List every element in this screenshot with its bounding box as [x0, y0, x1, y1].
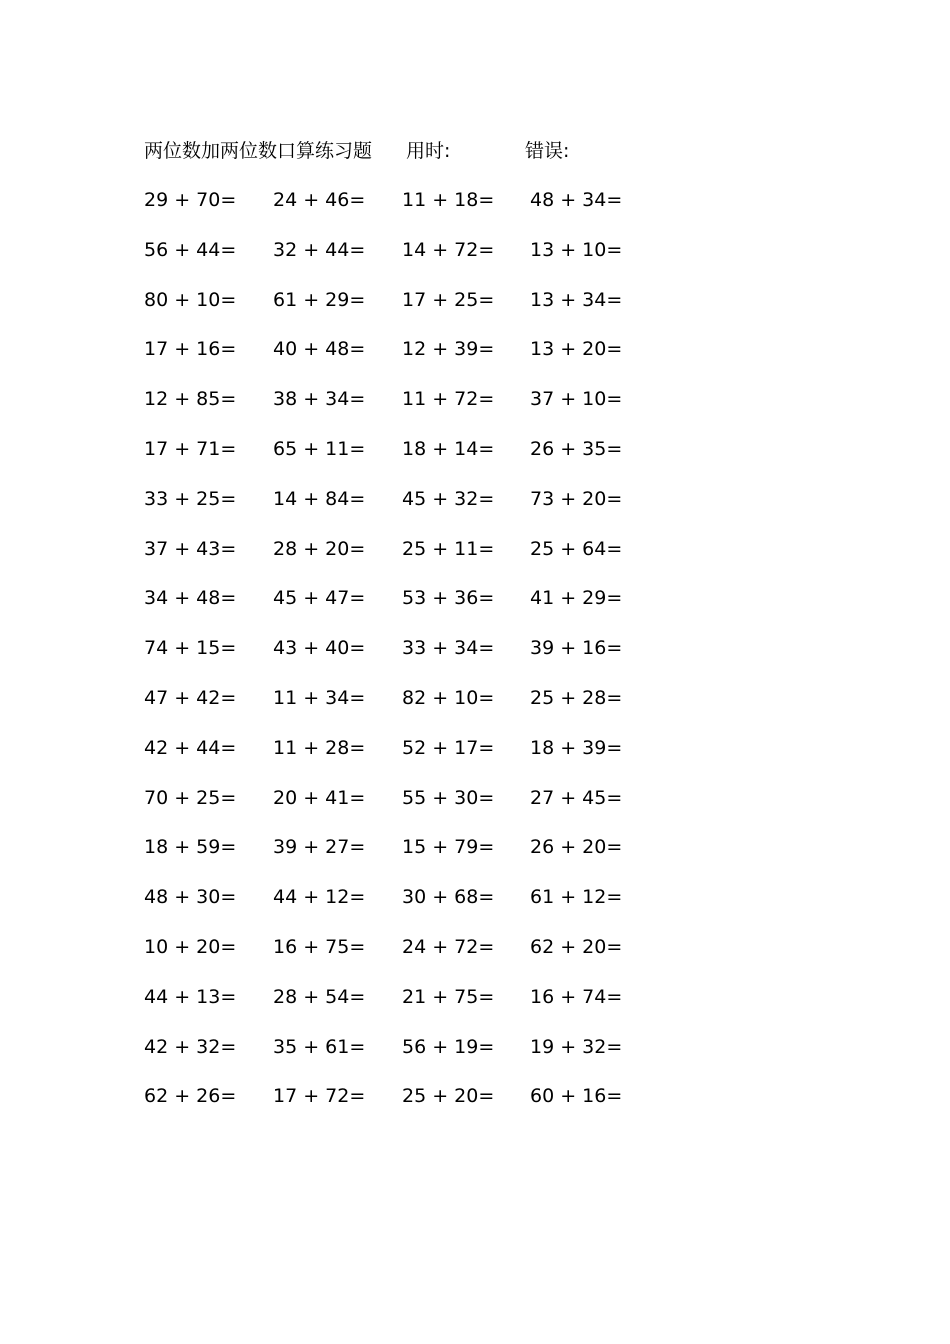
problem-item: 29 + 70= [144, 189, 237, 211]
problem-item: 14 + 84= [273, 487, 366, 510]
problem-item: 82 + 10= [402, 686, 495, 709]
problem-item: 38 + 34= [273, 388, 366, 411]
problem-row [144, 583, 664, 633]
problem-item: 56 + 19= [402, 1035, 495, 1058]
problem-item: 45 + 47= [273, 587, 366, 610]
problem-item: 17 + 72= [273, 1085, 366, 1108]
problem-item: 41 + 29= [530, 587, 623, 610]
problem-item: 42 + 44= [144, 736, 237, 759]
problem-grid [144, 185, 664, 1131]
problem-item: 44 + 12= [273, 886, 366, 909]
problem-row [144, 185, 664, 235]
problem-item: 11 + 18= [402, 189, 495, 211]
problem-item: 62 + 26= [144, 1085, 237, 1108]
problem-row [144, 1032, 664, 1082]
problem-item: 26 + 35= [530, 437, 623, 460]
errors-label: 错误: [525, 140, 570, 162]
problem-item: 32 + 44= [273, 238, 366, 261]
problem-item: 55 + 30= [402, 786, 495, 809]
problem-item: 25 + 64= [530, 537, 623, 560]
problem-item: 70 + 25= [144, 786, 237, 809]
problem-row [144, 633, 664, 683]
problem-item: 14 + 72= [402, 238, 495, 261]
problem-row [144, 1081, 664, 1131]
problem-row [144, 932, 664, 982]
time-used-label: 用时: [406, 140, 451, 162]
problem-item: 25 + 11= [402, 537, 495, 560]
problem-row [144, 434, 664, 484]
problem-row [144, 832, 664, 882]
worksheet-header [144, 137, 704, 165]
problem-item: 25 + 20= [402, 1085, 495, 1108]
problem-item: 37 + 10= [530, 388, 623, 411]
problem-item: 47 + 42= [144, 686, 237, 709]
problem-item: 56 + 44= [144, 238, 237, 261]
problem-item: 43 + 40= [273, 637, 366, 660]
problem-item: 61 + 12= [530, 886, 623, 909]
problem-row [144, 534, 664, 584]
problem-row [144, 484, 664, 534]
problem-item: 53 + 36= [402, 587, 495, 610]
problem-item: 12 + 85= [144, 388, 237, 411]
problem-item: 17 + 25= [402, 288, 495, 311]
problem-item: 61 + 29= [273, 288, 366, 311]
problem-item: 18 + 39= [530, 736, 623, 759]
problem-row [144, 982, 664, 1032]
problem-item: 73 + 20= [530, 487, 623, 510]
problem-item: 27 + 45= [530, 786, 623, 809]
problem-item: 19 + 32= [530, 1035, 623, 1058]
problem-item: 18 + 59= [144, 836, 237, 859]
problem-item: 17 + 71= [144, 437, 237, 460]
problem-item: 39 + 27= [273, 836, 366, 859]
problem-item: 13 + 34= [530, 288, 623, 311]
problem-item: 52 + 17= [402, 736, 495, 759]
problem-item: 74 + 15= [144, 637, 237, 660]
problem-item: 42 + 32= [144, 1035, 237, 1058]
problem-item: 10 + 20= [144, 935, 237, 958]
problem-item: 44 + 13= [144, 985, 237, 1008]
problem-item: 11 + 34= [273, 686, 366, 709]
problem-item: 40 + 48= [273, 338, 366, 361]
problem-item: 34 + 48= [144, 587, 237, 610]
problem-item: 35 + 61= [273, 1035, 366, 1058]
problem-row [144, 235, 664, 285]
problem-item: 13 + 10= [530, 238, 623, 261]
problem-row [144, 334, 664, 384]
problem-item: 28 + 20= [273, 537, 366, 560]
problem-row [144, 683, 664, 733]
problem-item: 60 + 16= [530, 1085, 623, 1108]
problem-item: 13 + 20= [530, 338, 623, 361]
problem-row [144, 783, 664, 833]
problem-item: 12 + 39= [402, 338, 495, 361]
problem-item: 21 + 75= [402, 985, 495, 1008]
problem-item: 15 + 79= [402, 836, 495, 859]
problem-item: 28 + 54= [273, 985, 366, 1008]
problem-item: 65 + 11= [273, 437, 366, 460]
problem-item: 33 + 25= [144, 487, 237, 510]
worksheet-title: 两位数加两位数口算练习题 [144, 140, 373, 162]
problem-item: 48 + 34= [530, 189, 623, 211]
problem-item: 48 + 30= [144, 886, 237, 909]
problem-item: 80 + 10= [144, 288, 237, 311]
problem-row [144, 285, 664, 335]
problem-item: 62 + 20= [530, 935, 623, 958]
problem-item: 24 + 46= [273, 189, 366, 211]
problem-row [144, 384, 664, 434]
problem-item: 33 + 34= [402, 637, 495, 660]
problem-item: 37 + 43= [144, 537, 237, 560]
problem-item: 17 + 16= [144, 338, 237, 361]
problem-item: 16 + 74= [530, 985, 623, 1008]
problem-item: 26 + 20= [530, 836, 623, 859]
problem-item: 11 + 72= [402, 388, 495, 411]
problem-item: 39 + 16= [530, 637, 623, 660]
problem-item: 24 + 72= [402, 935, 495, 958]
problem-item: 30 + 68= [402, 886, 495, 909]
problem-item: 11 + 28= [273, 736, 366, 759]
problem-item: 45 + 32= [402, 487, 495, 510]
problem-item: 20 + 41= [273, 786, 366, 809]
problem-item: 25 + 28= [530, 686, 623, 709]
problem-row [144, 882, 664, 932]
problem-item: 16 + 75= [273, 935, 366, 958]
problem-row [144, 733, 664, 783]
problem-item: 18 + 14= [402, 437, 495, 460]
